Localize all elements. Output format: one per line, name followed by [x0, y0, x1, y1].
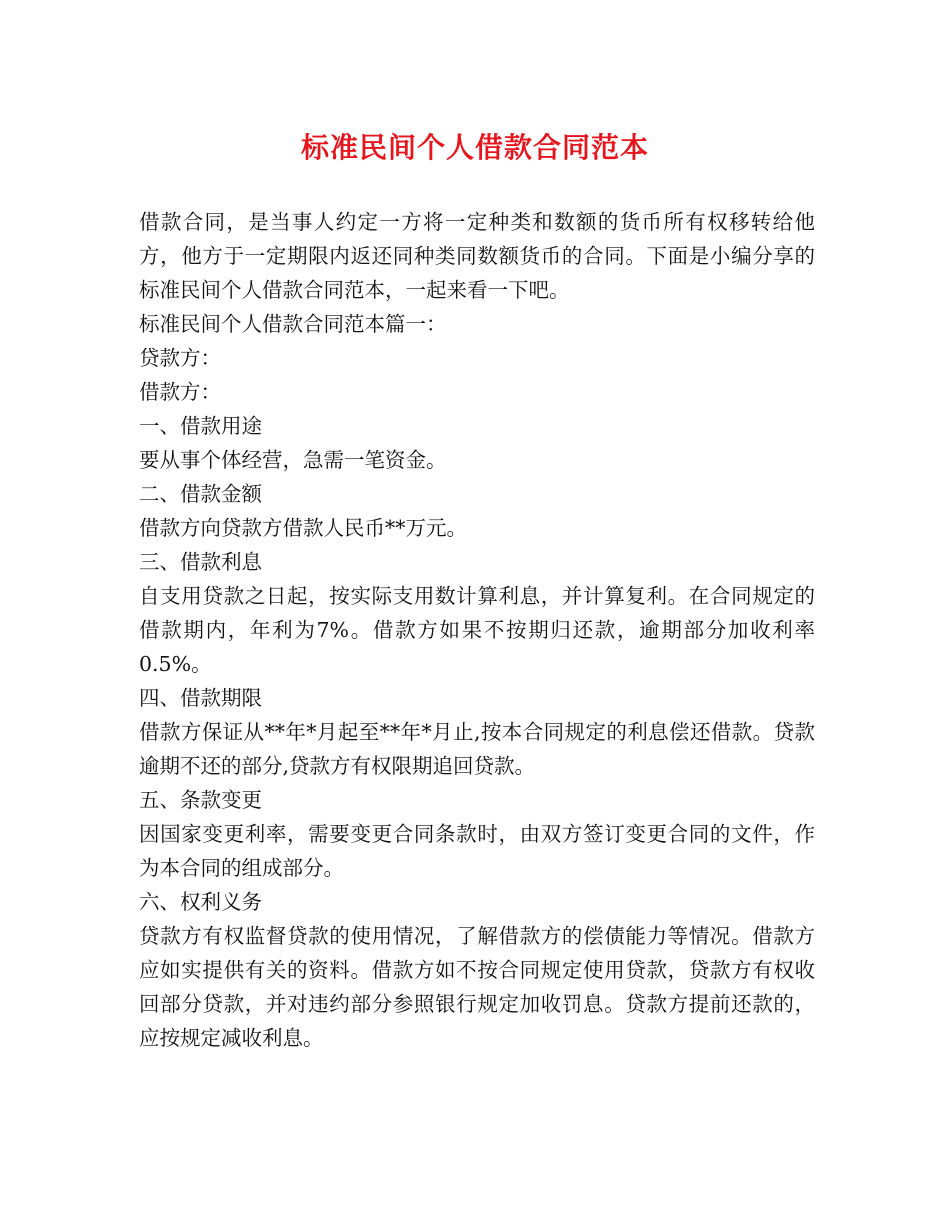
clause-text-rights: 贷款方有权监督贷款的使用情况，了解借款方的偿债能力等情况。借款方应如实提供有关的资料。借款方如不按合同规定使用贷款，贷款方有权收回部分贷款，并对违约部分参照银行规定加收罚息。贷款方提前还款的，应按规定减收利息。	[139, 924, 815, 1050]
clause-text-amount: 借款方向贷款方借款人民币**万元。	[139, 516, 467, 540]
clause-heading-changes: 五、条款变更	[139, 788, 262, 812]
clause-text-interest: 自支用贷款之日起，按实际支用数计算利息，并计算复利。在合同规定的借款期内，年利为7%。借款方如果不按期归还款，逾期部分加收利率0.5%。	[139, 584, 815, 676]
clause-heading-amount: 二、借款金额	[139, 482, 262, 506]
clause-heading-interest: 三、借款利息	[139, 550, 262, 574]
document-title: 标准民间个人借款合同范本	[300, 131, 649, 164]
clause-heading-rights: 六、权利义务	[139, 890, 262, 914]
clause-text-changes: 因国家变更利率，需要变更合同条款时，由双方签订变更合同的文件，作为本合同的组成部分。	[139, 822, 815, 880]
section-heading-part-one: 标准民间个人借款合同范本篇一：	[139, 312, 447, 336]
lender-label: 贷款方：	[139, 346, 221, 370]
document-body	[139, 205, 815, 1055]
borrower-label: 借款方：	[139, 380, 221, 404]
clause-heading-purpose: 一、借款用途	[139, 414, 262, 438]
clause-heading-term: 四、借款期限	[139, 686, 262, 710]
clause-text-term: 借款方保证从**年*月起至**年*月止,按本合同规定的利息偿还借款。贷款逾期不还的部分,贷款方有权限期追回贷款。	[139, 720, 815, 778]
intro-paragraph: 借款合同，是当事人约定一方将一定种类和数额的货币所有权移转给他方，他方于一定期限内返还同种类同数额货币的合同。下面是小编分享的标准民间个人借款合同范本，一起来看一下吧。	[139, 210, 815, 302]
clause-text-purpose: 要从事个体经营，急需一笔资金。	[139, 448, 447, 472]
